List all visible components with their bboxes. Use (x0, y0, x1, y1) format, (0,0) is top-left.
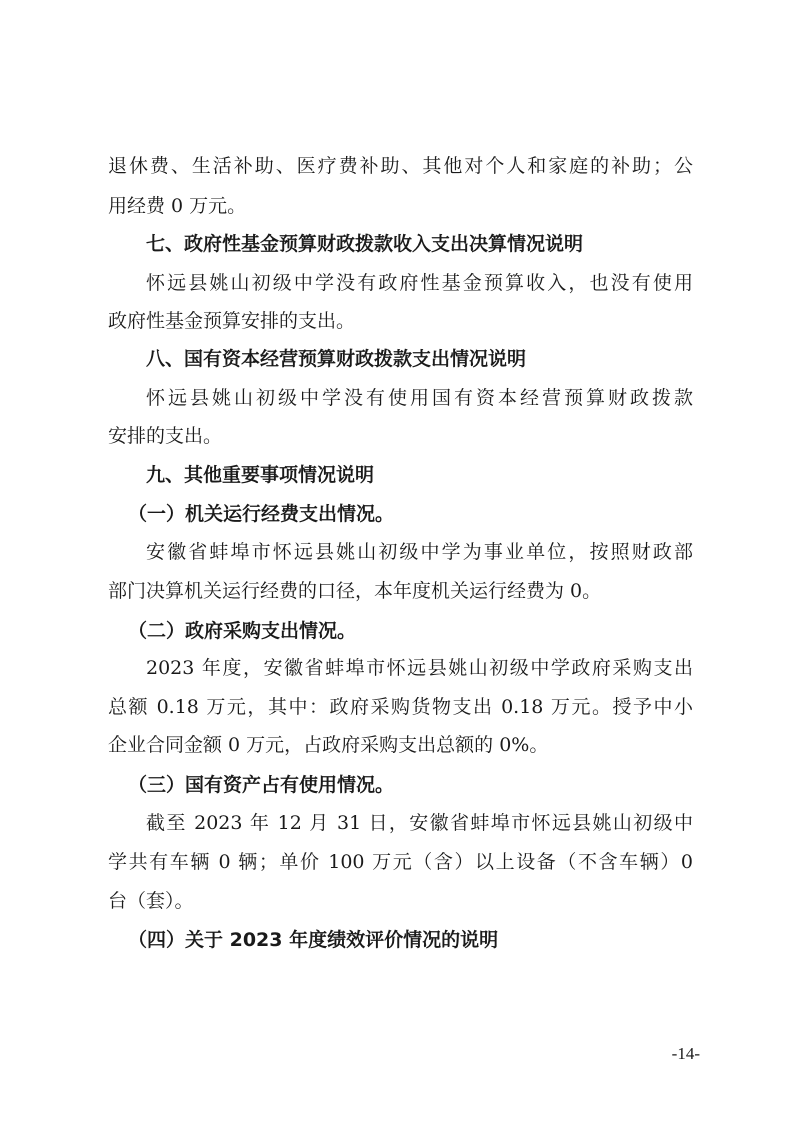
subsection-heading-1: （一）机关运行经费支出情况。 (128, 503, 395, 525)
body-line-6: 安排的支出。 (108, 425, 223, 447)
body-line-13: 学共有车辆 0 辆；单价 100 万元（含）以上设备（不含车辆）0 (108, 851, 693, 873)
body-line-7: 安徽省蚌埠市怀远县姚山初级中学为事业单位，按照财政部 (146, 541, 693, 563)
subsection-heading-4: （四）关于 2023 年度绩效评价情况的说明 (128, 929, 499, 951)
body-line-2: 用经费 0 万元。 (108, 195, 247, 217)
page-number: -14- (671, 1044, 700, 1063)
section-heading-7: 七、政府性基金预算财政拨款收入支出决算情况说明 (146, 233, 584, 255)
body-line-11: 企业合同金额 0 万元，占政府采购支出总额的 0%。 (108, 734, 549, 756)
body-line-12: 截至 2023 年 12 月 31 日，安徽省蚌埠市怀远县姚山初级中 (146, 812, 693, 834)
body-line-4: 政府性基金预算安排的支出。 (108, 310, 356, 332)
section-heading-8: 八、国有资本经营预算财政拨款支出情况说明 (146, 348, 527, 370)
body-line-8: 部门决算机关运行经费的口径，本年度机关运行经费为 0。 (108, 580, 602, 602)
body-line-5: 怀远县姚山初级中学没有使用国有资本经营预算财政拨款 (146, 387, 693, 409)
body-line-14: 台（套）。 (108, 890, 194, 912)
body-line-1: 退休费、生活补助、医疗费补助、其他对个人和家庭的补助；公 (108, 155, 693, 177)
body-line-10: 总额 0.18 万元，其中：政府采购货物支出 0.18 万元。授予中小 (108, 696, 693, 718)
body-line-3: 怀远县姚山初级中学没有政府性基金预算收入，也没有使用 (146, 272, 693, 294)
subsection-heading-2: （二）政府采购支出情况。 (128, 620, 357, 642)
section-heading-9: 九、其他重要事项情况说明 (146, 464, 375, 486)
subsection-heading-3: （三）国有资产占有使用情况。 (128, 774, 395, 796)
body-line-9: 2023 年度，安徽省蚌埠市怀远县姚山初级中学政府采购支出 (146, 657, 693, 679)
